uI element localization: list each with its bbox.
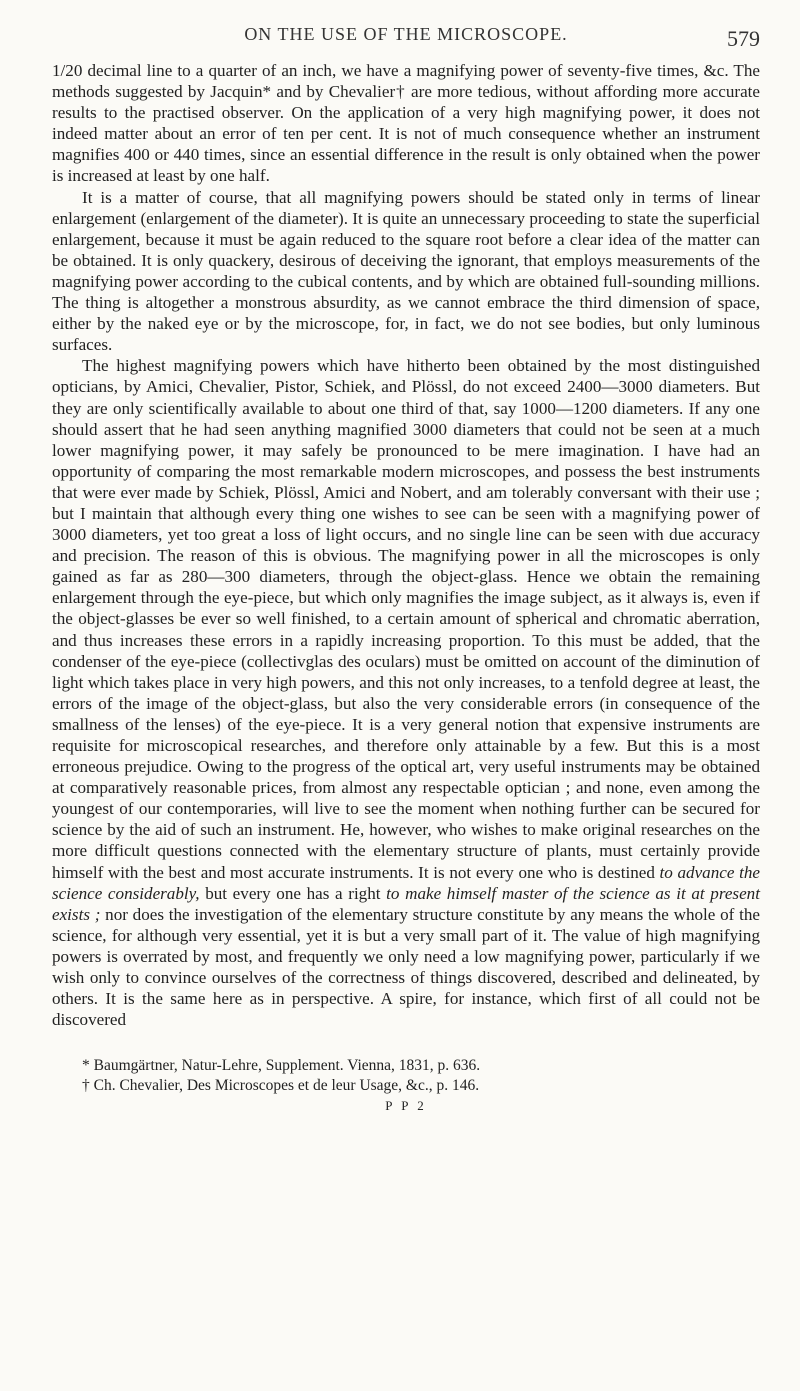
paragraph-3-part-b: but every one has a right bbox=[205, 883, 381, 903]
paragraph-3 bbox=[52, 355, 760, 1030]
body-text bbox=[52, 60, 760, 1030]
italic-phrase-1: to advance the science considerably, bbox=[52, 862, 760, 903]
signature-mark: P P 2 bbox=[385, 1098, 427, 1114]
paragraph-3-part-a: The highest magnifying powers which have hitherto been obtained by the most distinguished opticians, by Amici, Chevalier, Pistor, Schiek, and Plössl, do not exceed 2400—3000 diameters. But they are only scientifically available to about one third of that, say 1000—1200 diameters. If any one should assert that he had seen anything magnified 3000 diameters that could not be seen at a much lower magnifying power, it may safely be pronounced to be mere imagination. I have had an opportunity of comparing the most remarkable modern microscopes, and possess the best instruments that were ever made by Schiek, Plössl, Amici and Nobert, and am tolerably conversant with their use ; but I maintain that although every thing one wishes to see can be seen with a magnifying power of 3000 diameters, yet too great a loss of light occurs, and no single line can be seen with due accuracy and precision. The reason of this is obvious. The magnifying power in all the microscopes is only gained as far as 280—300 diameters, through the object-glass. Hence we obtain the remaining enlargement through the eye-piece, but which only magnifies the image subject, as it always is, even if the object-glasses be ever so well finished, to a certain amount of spherical and chromatic aberration, and thus increases these errors in a rapidly increasing proportion. To this must be added, that the condenser of the eye-piece (collectivglas des oculars) must be omitted on account of the diminution of light which takes place in very high powers, and this not only increases, to a tenfold degree at least, the errors of the image of the object-glass, but also the very considerable errors (in consequence of the smallness of the lenses) of the eye-piece. It is a very general notion that expensive instruments are requisite for microscopical researches, and therefore only attainable by a few. But this is a most erroneous prejudice. Owing to the progress of the optical art, very useful instruments may be obtained at comparatively reasonable prices, from almost any respectable optician ; and none, even among the youngest of our contemporaries, will live to see the moment when nothing further can be secured for science by the aid of such an instrument. He, however, who wishes to make original researches on the more difficult questions connected with the elementary structure of plants, must certainly provide himself with the best and most accurate instruments. It is not every one who is destined bbox=[52, 356, 760, 882]
footnote-2: † Ch. Chevalier, Des Microscopes et de leur Usage, &c., p. 146. bbox=[82, 1077, 480, 1095]
paragraph-3-part-c: nor does the investigation of the elementary structure constitute by any means the whole of the science, for although very essential, yet it is but a very small part of it. The value of high magnifying powers is overrated by most, and frequently we only need a low magnifying power, particularly if we wish only to convince ourselves of the correctness of things discovered, described and delineated, by others. It is the same here as in perspective. A spire, for instance, which first of all could not be discovered bbox=[52, 904, 760, 1030]
running-title: ON THE USE OF THE MICROSCOPE. bbox=[244, 24, 568, 44]
paragraph-2: It is a matter of course, that all magnifying powers should be stated only in terms of linear enlargement (enlargement of the diameter). It is quite an unnecessary proceeding to state the superficial enlargement, because it must be again reduced to the square root before a clear idea of the matter can be obtained. It is only quackery, desirous of deceiving the ignorant, that employs measurements of the magnifying power according to the cubical contents, and by which are obtained full-sounding millions. The thing is altogether a monstrous absurdity, as we cannot embrace the third dimension of space, either by the naked eye or by the microscope, for, in fact, we do not see bodies, but only luminous surfaces. bbox=[52, 187, 761, 355]
paragraph-1: 1/20 decimal line to a quarter of an inch, we have a magnifying power of seventy-five times, &c. The methods suggested by Jacquin* and by Chevalier† are more tedious, without affording more accurate results to the practised observer. On the application of a very high magnifying power, it does not indeed matter about an error of ten per cent. It is not of much consequence whether an instrument magnifies 400 or 440 times, since an essential difference in the result is only obtained when the power is increased at least by one half. bbox=[52, 61, 760, 186]
italic-phrase-2: to make himself master of the science as it at present exists ; bbox=[52, 883, 760, 924]
footnotes bbox=[52, 1056, 760, 1096]
page-number: 579 bbox=[727, 26, 760, 51]
running-header bbox=[52, 24, 760, 51]
footnote-1: * Baumgärtner, Natur-Lehre, Supplement. Vienna, 1831, p. 636. bbox=[82, 1057, 481, 1075]
